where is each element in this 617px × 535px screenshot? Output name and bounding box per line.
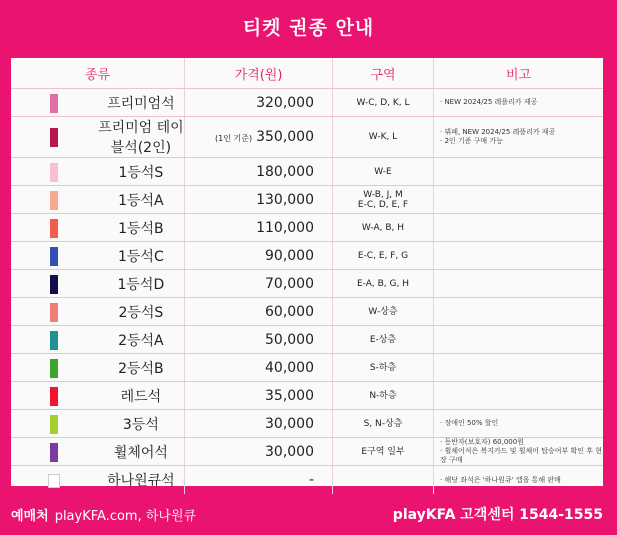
seat-remarks: [434, 186, 604, 214]
seat-zone: W-E: [333, 158, 434, 186]
seat-color-swatch: [50, 331, 58, 350]
seat-remarks: [434, 158, 604, 186]
seat-remarks: · NEW 2024/25 레플리카 제공: [434, 89, 604, 117]
seat-kind: 1등석B: [98, 214, 185, 242]
seat-zone: W-C, D, K, L: [333, 89, 434, 117]
seat-price: 40,000: [265, 359, 314, 376]
seat-zone: W-A, B, H: [333, 214, 434, 242]
seat-price: 50,000: [265, 331, 314, 348]
seat-remarks: [434, 270, 604, 298]
seat-price-cell: [185, 466, 333, 495]
seat-price-cell: [185, 242, 333, 270]
seat-kind: 레드석: [98, 382, 185, 410]
seat-color-swatch: [50, 247, 58, 266]
seat-zone: W-B, J, M E-C, D, E, F: [333, 186, 434, 214]
table-row: [11, 410, 603, 438]
customer-center-contact: playKFA 고객센터 1544-1555: [392, 507, 603, 523]
seat-zone: [333, 466, 434, 495]
header-price: 가격(원): [185, 58, 333, 89]
seat-color-swatch: [50, 219, 58, 238]
seat-remarks: [434, 354, 604, 382]
seat-price-cell: [185, 326, 333, 354]
ticket-table-panel: [11, 58, 603, 489]
seat-zone: E-상층: [333, 326, 434, 354]
booking-label: 예매처: [11, 508, 49, 524]
seat-zone: E-A, B, G, H: [333, 270, 434, 298]
seat-price: -: [308, 472, 314, 488]
seat-price-cell: [185, 117, 333, 158]
seat-price: 60,000: [265, 303, 314, 320]
seat-kind: 1등석D: [98, 270, 185, 298]
seat-color-swatch: [50, 303, 58, 322]
seat-remarks: · 동반자(보호자) 60,000원 · 휠체어석은 복지카드 및 휠체어 탑승여부 확인 후 현장 구매: [434, 438, 604, 466]
seat-price-cell: [185, 382, 333, 410]
table-row: [11, 354, 603, 382]
seat-price-cell: [185, 214, 333, 242]
seat-remarks: [434, 214, 604, 242]
seat-zone: S-하층: [333, 354, 434, 382]
seat-kind: 2등석A: [98, 326, 185, 354]
seat-remarks: · 장애인 50% 할인: [434, 410, 604, 438]
table-row: [11, 89, 603, 117]
seat-price: 130,000: [256, 191, 314, 208]
seat-color-swatch: [50, 163, 58, 182]
table-header-row: [11, 58, 603, 89]
seat-kind: 2등석B: [98, 354, 185, 382]
seat-price-cell: [185, 438, 333, 466]
table-row: [11, 382, 603, 410]
seat-price: 320,000: [256, 94, 314, 111]
seat-color-swatch: [50, 191, 58, 210]
seat-color-swatch: [50, 415, 58, 434]
seat-kind: 1등석C: [98, 242, 185, 270]
seat-price: 350,000: [256, 129, 314, 145]
seat-price-cell: [185, 186, 333, 214]
seat-remarks: · 해당 좌석은 '하나원큐' 앱을 통해 판매: [440, 475, 561, 484]
seat-price-cell: [185, 270, 333, 298]
seat-price: 35,000: [265, 387, 314, 404]
table-row: [11, 214, 603, 242]
seat-kind: 3등석: [98, 410, 185, 438]
table-row: [11, 326, 603, 354]
seat-remarks: [434, 382, 604, 410]
seat-color-swatch: [50, 359, 58, 378]
seat-kind: 프리미엄석: [98, 89, 185, 117]
seat-price: 70,000: [265, 275, 314, 292]
seat-zone: N-하층: [333, 382, 434, 410]
booking-info: [11, 496, 196, 532]
ticket-price-table: [11, 58, 603, 494]
table-row: [11, 270, 603, 298]
table-row: [11, 466, 603, 495]
seat-kind: 프리미엄 테이블석(2인): [98, 117, 185, 158]
seat-remarks: · 뷔페, NEW 2024/25 레플리카 제공 · 2인 기준 구매 가능: [434, 117, 604, 158]
header-remarks: 비고: [434, 58, 604, 89]
seat-price: 30,000: [265, 415, 314, 432]
seat-kind: 휠체어석: [98, 438, 185, 466]
seat-zone: E구역 일부: [333, 438, 434, 466]
seat-color-swatch: [50, 443, 58, 462]
seat-price-cell: [185, 410, 333, 438]
seat-price: 180,000: [256, 163, 314, 180]
seat-price-cell: [185, 158, 333, 186]
table-row: [11, 117, 603, 158]
price-note: (1인 기준): [215, 134, 253, 143]
seat-zone: W-K, L: [333, 117, 434, 158]
seat-color-swatch: [50, 275, 58, 294]
seat-zone: W-상층: [333, 298, 434, 326]
table-row: [11, 438, 603, 466]
table-row: [11, 242, 603, 270]
seat-kind: 1등석A: [98, 186, 185, 214]
seat-remarks: [434, 326, 604, 354]
seat-remarks: [434, 298, 604, 326]
header-zone: 구역: [333, 58, 434, 89]
page-title: 티켓 권종 안내: [242, 16, 375, 39]
seat-price-cell: [185, 89, 333, 117]
hana-logo-icon: [48, 474, 60, 488]
seat-price: 110,000: [256, 219, 314, 236]
table-row: [11, 298, 603, 326]
seat-kind: 1등석S: [98, 158, 185, 186]
table-row: [11, 186, 603, 214]
seat-price: 90,000: [265, 247, 314, 264]
header-kind: 종류: [11, 58, 185, 89]
seat-price-cell: [185, 298, 333, 326]
seat-color-swatch: [50, 128, 58, 147]
seat-zone: S, N-상층: [333, 410, 434, 438]
seat-kind: 2등석S: [98, 298, 185, 326]
seat-color-swatch: [50, 387, 58, 406]
seat-remarks: [434, 242, 604, 270]
seat-kind: 하나원큐석: [98, 466, 185, 495]
seat-color-swatch: [50, 94, 58, 113]
seat-zone: E-C, E, F, G: [333, 242, 434, 270]
seat-price: 30,000: [265, 443, 314, 460]
seat-price-cell: [185, 354, 333, 382]
booking-sites: playKFA.com, 하나원큐: [54, 508, 197, 524]
table-row: [11, 158, 603, 186]
